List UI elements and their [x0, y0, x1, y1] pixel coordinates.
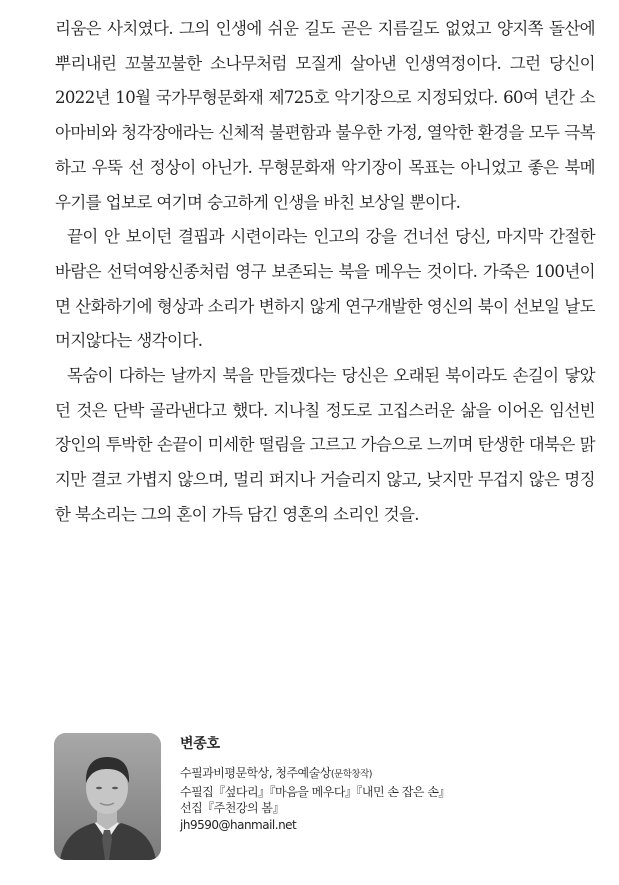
- essay-body: [55, 12, 595, 533]
- award-main: 수필과비평문학상, 청주예술상: [180, 766, 331, 780]
- author-profile: [54, 733, 594, 863]
- author-essay-collections: 수필집『섶다리』『마음을 메우다』『내민 손 잡은 손』: [180, 784, 450, 799]
- author-portrait-icon: [54, 733, 161, 860]
- essay-paragraph-2: 끝이 안 보이던 결핍과 시련이라는 인고의 강을 건너선 당신, 마지막 간절한 바람은 선덕여왕신종처럼 영구 보존되는 북을 메우는 것이다. 가죽은 100년이면 산화하기에 형상과 소리가 변하지 않게 연구개발한 영신의 북이 선보일 날도 머지않다는 생각이다.: [55, 227, 595, 351]
- author-awards: [180, 765, 450, 784]
- essay-paragraph-3: 목숨이 다하는 날까지 북을 만들겠다는 당신은 오래된 북이라도 손길이 닿았던 것은 단박 골라낸다고 했다. 지나칠 정도로 고집스러운 삶을 이어온 임선빈 장인의 투박한 손끝이 미세한 떨림을 고르고 가슴으로 느끼며 탄생한 대북은 맑지만 결코 가볍지 않으며, 멀리 퍼지나 거슬리지 않고, 낮지만 무겁지 않은 명징한 북소리는 그의 혼이 가득 담긴 영혼의 소리인 것을.: [55, 366, 595, 524]
- author-email[interactable]: jh9590@hanmail.net: [180, 817, 297, 832]
- essay-paragraph-1: 리움은 사치였다. 그의 인생에 쉬운 길도 곧은 지름길도 없었고 양지쪽 돌산에 뿌리내린 꼬불꼬불한 소나무처럼 모질게 살아낸 인생역정이다. 그런 당신이 2022년 10월 국가무형문화재 제725호 악기장으로 지정되었다. 60여 년간 소아마비와 청각장애라는 신체적 불편함과 불우한 가정, 열악한 환경을 모두 극복하고 우뚝 선 정상이 아닌가. 무형문화재 악기장이 목표는 아니었고 좋은 북메우기를 업보로 여기며 숭고하게 인생을 바친 보상일 뿐이다.: [55, 19, 595, 212]
- author-bio: [180, 733, 450, 833]
- author-selection: 선집『주천강의 봄』: [180, 801, 284, 815]
- author-name: 변종호: [180, 736, 220, 752]
- author-photo: [54, 733, 161, 860]
- award-note: (문학창작): [330, 769, 372, 780]
